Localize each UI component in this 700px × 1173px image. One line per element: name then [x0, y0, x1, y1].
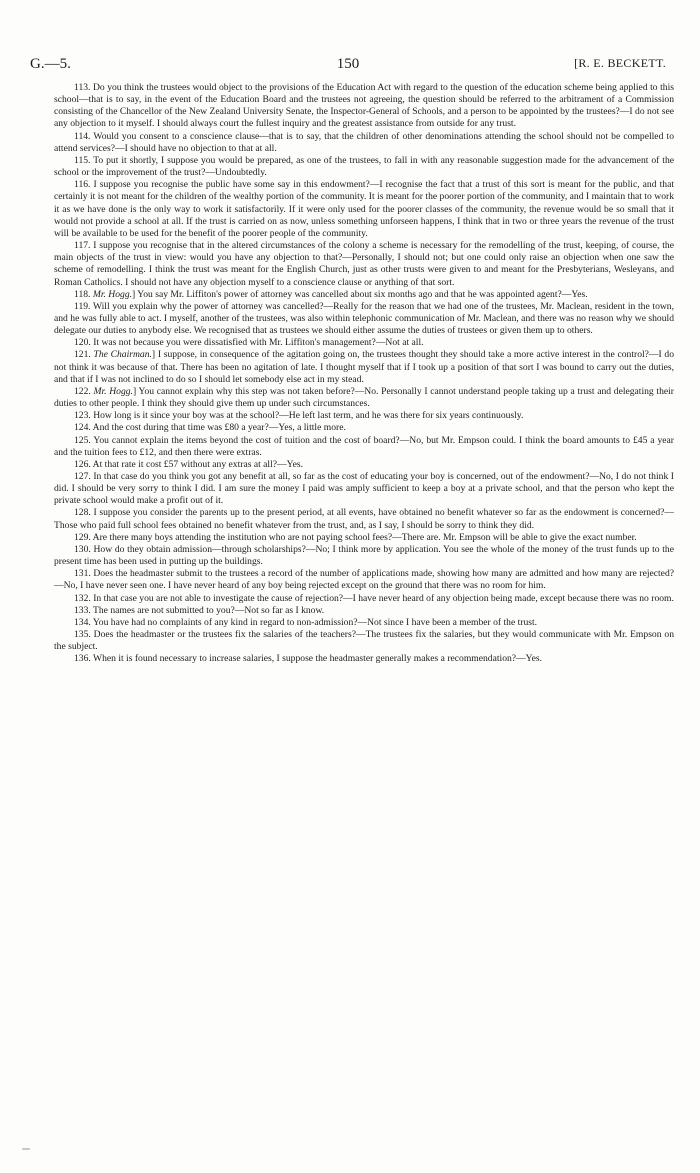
paragraph-text: 126. At that rate it cost £57 without any extras at all?—Yes.: [74, 458, 303, 470]
question-paragraph: [54, 593, 674, 605]
paragraph-text: ] You cannot explain why this step was not taken before?—No. Personally I cannot understand people taking up a trust and delegating their duties to other people. I think they should give them up under such circumstances.: [54, 385, 675, 410]
paragraph-text: 127. In that case do you think you got any benefit at all, so far as the cost of educating your boy is concerned, out of the endowment?—No, I do not think I did. I should be very sorry to think I did. I am sure the money I paid was amply sufficient to keep a boy at a private school, and that the person who kept the private school would make a profit out of it.: [54, 471, 674, 507]
page-header: [30, 56, 666, 78]
question-paragraph: [54, 629, 674, 653]
question-paragraph: [54, 301, 674, 337]
question-paragraph: [54, 617, 674, 629]
question-paragraph: [54, 349, 674, 385]
question-paragraph: [54, 410, 674, 422]
paragraph-text: 120. It was not because you were dissatisfied with Mr. Liffiton's management?—Not at all.: [74, 337, 424, 349]
witness-name: [R. E. BECKETT.: [574, 56, 666, 70]
question-paragraph: [54, 337, 674, 349]
question-paragraph: [54, 507, 674, 531]
paragraph-text: 132. In that case you are not able to investigate the cause of rejection?—I have never heard of any objection being made, except because there was no room.: [74, 592, 674, 604]
document-body: [54, 82, 674, 666]
question-paragraph: [54, 532, 674, 544]
question-paragraph: [54, 435, 674, 459]
paragraph-text: ] I suppose, in consequence of the agitation going on, the trustees thought they should take a more active interest in the control?—I do not think it was because of that. There has been no agitation of late. I thought myself that if I took up a position of that sort I was bound to carry out the duties, and that if I was not inclined to do so I should let somebody else act in my stead.: [54, 349, 675, 385]
paragraph-text: 129. Are there many boys attending the institution who are not paying school fees?—There are. Mr. Empson will be able to give the exact number.: [74, 531, 637, 543]
paragraph-text: 113. Do you think the trustees would object to the provisions of the Education Act with regard to the question of the education scheme being applied to this school—that is to say, in the event of the Education Board and the trustees not agreeing, the question should be referred to the arbitrament of a Commission consisting of the Chancellor of the New Zealand University Senate, the Inspector-General of Schools, and a person to be appointed by the trustees?—I do not see any objection to it myself. I should always court the fullest inquiry and the greatest assistance from outside for any trust.: [54, 82, 674, 130]
question-paragraph: [54, 568, 674, 592]
speaker-name: Mr. Hogg.: [93, 385, 133, 397]
question-paragraph: [54, 605, 674, 617]
paragraph-text: 136. When it is found necessary to increase salaries, I suppose the headmaster generally makes a recommendation?—Yes.: [74, 653, 542, 665]
paragraph-number: 121.: [74, 349, 94, 361]
question-paragraph: [54, 386, 674, 410]
question-paragraph: [54, 544, 674, 568]
paragraph-text: 134. You have had no complaints of any kind in regard to non-admission?—Not since I have been a member of the trust.: [74, 616, 538, 628]
paragraph-number: 122.: [74, 385, 94, 397]
paragraph-text: 116. I suppose you recognise the public have some say in this endowment?—I recognise the fact that a trust of this sort is meant for the public, and that certainly it is not meant for the children of the wealthy portion of the community. It is meant for the poorer portion of the community, and I maintain that to work it as we have done is the only way to work it satisfactorily. If it were only used for the poorer classes of the community, the revenue would be so small that it would not provide a school at all. If the trust is carried on as now, unless something unforseen happens, I think that in two or three years the revenue of the trust will be available to be used for the benefit of the poorer people of the community.: [54, 179, 674, 239]
question-paragraph: [54, 422, 674, 434]
paragraph-text: 115. To put it shortly, I suppose you would be prepared, as one of the trustees, to fall in with any reasonable suggestion made for the advancement of the school or the improvement of the trust?—Undoubtedly.: [54, 154, 674, 179]
paragraph-number: 118.: [74, 288, 93, 300]
question-paragraph: [54, 653, 674, 665]
question-paragraph: [54, 289, 674, 301]
scan-mark: [22, 1148, 30, 1150]
question-paragraph: [54, 131, 674, 155]
question-paragraph: [54, 459, 674, 471]
paragraph-text: 128. I suppose you consider the parents up to the present period, at all events, have obtained no benefit whatever so far as the endowment is concerned?—Those who paid full school fees obtained no benefit whatever from the trust, and, as I say, I should be sorry to think they did.: [54, 507, 674, 531]
paragraph-text: 123. How long is it since your boy was at the school?—He left last term, and he was there for six years continuously.: [74, 410, 524, 422]
speaker-name: The Chairman.: [93, 349, 152, 361]
paragraph-text: 125. You cannot explain the items beyond the cost of tuition and the cost of board?—No, but Mr. Empson could. I think the board amounts to £45 a year and the tuition fees to £12, and then there were extras.: [54, 434, 674, 458]
question-paragraph: [54, 471, 674, 507]
question-paragraph: [54, 240, 674, 289]
paragraph-text: 114. Would you consent to a conscience clause—that is to say, that the children of other denominations attending the school should not be compelled to attend services?—I should have no objection to that at all.: [54, 130, 674, 154]
paragraph-text: 135. Does the headmaster or the trustees fix the salaries of the teachers?—The trustees fix the salaries, but they would communicate with Mr. Empson on the subject.: [54, 629, 674, 653]
paragraph-text: 117. I suppose you recognise that in the altered circumstances of the colony a scheme is necessary for the remodelling of the trust, keeping, of course, the main objects of the trust in view: would you have any objection to that?—Personally, I should not; but one could only raise an objection when one saw the scheme of remodelling. I think the trust was meant for the English Church, just as other trusts were given to and meant for the Presbyterians, Wesleyans, and Roman Catholics. I should not have any objection myself to a conscience clause or anything of that sort.: [54, 240, 674, 288]
paragraph-text: ] You say Mr. Liffiton's power of attorney was cancelled about six months ago and that he was appointed agent?—Yes.: [132, 288, 588, 300]
speaker-name: Mr. Hogg.: [92, 288, 133, 300]
paragraph-text: 130. How do they obtain admission—through scholarships?—No; I think more by application. You see the whole of the money of the trust funds up to the present time has been used in putting up the buildings.: [54, 543, 674, 568]
document-reference: G.—5.: [30, 56, 71, 72]
question-paragraph: [54, 82, 674, 131]
question-paragraph: [54, 155, 674, 179]
paragraph-text: 131. Does the headmaster submit to the trustees a record of the number of applications made, showing how many are admitted and how many are rejected?—No, I have never seen one. I have never heard of any boy being rejected except on the ground that there was no room for him.: [54, 568, 674, 592]
paragraph-text: 124. And the cost during that time was £80 a year?—Yes, a little more.: [74, 422, 346, 434]
page-number: 150: [336, 56, 360, 72]
question-paragraph: [54, 179, 674, 240]
paragraph-text: 133. The names are not submitted to you?—Not so far as I know.: [74, 604, 325, 616]
paragraph-text: 119. Will you explain why the power of attorney was cancelled?—Really for the reason that we had one of the trustees, Mr. Maclean, resident in the town, and he was fully able to act. I myself, another of the trustees, was also within telephonic communication of Mr. Maclean, and there was no reason why we should delegate our duties to anybody else. We recognised that as trustees we should either assume the duties of trustees or given them up to others.: [54, 300, 674, 337]
